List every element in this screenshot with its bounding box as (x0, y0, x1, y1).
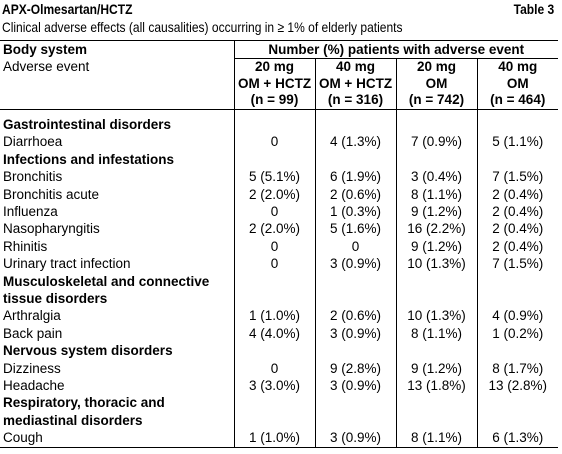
event-count-cell: 1 (0.2%) (492, 325, 544, 341)
treatment-group-header-line2: OM (506, 75, 529, 91)
event-count-cell: 6 (1.9%) (315, 168, 396, 185)
treatment-group-header-line2: OM + HCTZ (318, 75, 393, 91)
event-count-cell: 7 (0.9%) (396, 133, 477, 150)
event-count-cell: 3 (0.9%) (315, 325, 396, 342)
event-count-cell: 0 (234, 238, 315, 255)
empty-cell (315, 412, 396, 429)
event-count-cell: 2 (0.4%) (492, 186, 544, 202)
treatment-group-header-line1: 40 mg (335, 59, 376, 75)
event-count-cell: 0 (234, 133, 315, 150)
adverse-event-name: Bronchitis acute (0, 186, 234, 203)
event-count-cell: 3 (0.9%) (315, 429, 396, 447)
event-count-cell: 5 (1.6%) (315, 220, 396, 237)
treatment-group-header-line3: (n = 464) (490, 92, 546, 108)
event-count-cell: 5 (1.1%) (492, 134, 544, 150)
section-header-row (0, 273, 558, 290)
treatment-group-header-line1: 40 mg (498, 59, 538, 75)
patients-span-header: Number (%) patients with adverse event (234, 41, 558, 59)
empty-cell (315, 273, 396, 290)
empty-cell (477, 394, 558, 411)
empty-cell (234, 116, 315, 133)
empty-cell (396, 412, 477, 429)
table-row (0, 220, 558, 237)
empty-cell (234, 273, 315, 290)
event-count-cell: 3 (0.9%) (315, 377, 396, 394)
treatment-group-header-line1: 20 mg (416, 59, 457, 75)
event-count-cell: 4 (1.3%) (315, 133, 396, 150)
adverse-event-name: Diarrhoea (0, 133, 234, 150)
adverse-event-name: Rhinitis (0, 238, 234, 255)
adverse-event-name: Bronchitis (0, 168, 234, 185)
event-count-cell: 2 (2.0%) (234, 220, 315, 237)
empty-cell (396, 151, 477, 168)
event-count-cell: 4 (0.9%) (492, 308, 544, 324)
event-count-cell: 10 (1.3%) (396, 307, 477, 324)
treatment-group-header (234, 59, 315, 110)
treatment-group-header (477, 59, 558, 110)
event-count-cell: 8 (1.1%) (396, 325, 477, 342)
table-caption: Clinical adverse effects (all causalities) occurring in ≥ 1% of elderly patients (2, 19, 403, 35)
empty-cell (396, 290, 477, 307)
empty-cell (234, 394, 315, 411)
event-count-cell: 6 (1.3%) (492, 430, 544, 446)
adverse-event-name: Urinary tract infection (0, 255, 234, 272)
adverse-event-name: Back pain (0, 325, 234, 342)
adverse-event-name: Cough (0, 429, 234, 447)
empty-cell (315, 290, 396, 307)
event-count-cell: 16 (2.2%) (396, 220, 477, 237)
empty-cell (477, 412, 558, 429)
treatment-group-header (396, 59, 477, 110)
event-count-cell: 3 (3.0%) (234, 377, 315, 394)
empty-cell (315, 342, 396, 359)
event-count-cell: 1 (0.3%) (315, 203, 396, 220)
body-system-name: Infections and infestations (0, 151, 234, 168)
table-row (0, 360, 558, 377)
treatment-group-header-line3: (n = 742) (408, 92, 465, 108)
event-count-cell: 13 (2.8%) (488, 378, 548, 393)
section-header-row (0, 412, 558, 429)
event-count-cell: 0 (234, 203, 315, 220)
event-count-cell: 2 (0.4%) (492, 238, 544, 254)
event-count-cell: 0 (234, 360, 315, 377)
section-header-row (0, 290, 558, 307)
treatment-group-header-line3: (n = 99) (250, 92, 299, 108)
empty-cell (315, 394, 396, 411)
adverse-event-name: Arthralgia (0, 307, 234, 324)
event-count-cell: 3 (0.9%) (315, 255, 396, 272)
empty-cell (234, 412, 315, 429)
body-system-name: Respiratory, thoracic and (0, 394, 234, 411)
event-count-cell: 9 (1.2%) (396, 238, 477, 255)
event-count-cell: 10 (1.3%) (396, 255, 477, 272)
table-row (0, 186, 558, 203)
body-system-header (0, 41, 234, 110)
table-row (0, 203, 558, 220)
event-count-cell: 5 (5.1%) (234, 168, 315, 185)
event-count-cell: 9 (2.8%) (315, 360, 396, 377)
empty-cell (477, 290, 558, 307)
table-row (0, 307, 558, 324)
body-system-name: tissue disorders (0, 290, 234, 307)
empty-cell (477, 342, 558, 359)
empty-cell (396, 394, 477, 411)
body-system-header-label: Body system (3, 42, 88, 57)
empty-cell (477, 116, 558, 133)
table-row (0, 133, 558, 150)
body-system-name: mediastinal disorders (0, 412, 234, 429)
event-count-cell: 2 (0.4%) (492, 203, 544, 219)
event-count-cell: 1 (1.0%) (234, 429, 315, 447)
section-header-row (0, 151, 558, 168)
event-count-cell: 2 (0.6%) (315, 186, 396, 203)
event-count-cell: 8 (1.1%) (396, 186, 477, 203)
table-number-label: Table 3 (513, 1, 554, 17)
event-count-cell: 1 (1.0%) (234, 307, 315, 324)
table-body (0, 109, 558, 447)
table-row (0, 238, 558, 255)
treatment-group-header-line2: OM (425, 75, 448, 91)
event-count-cell: 2 (2.0%) (234, 186, 315, 203)
adverse-event-header-label: Adverse event (3, 59, 90, 75)
adverse-event-name: Headache (0, 377, 234, 394)
event-count-cell: 0 (234, 255, 315, 272)
event-count-cell: 13 (1.8%) (396, 377, 477, 394)
table-row (0, 377, 558, 394)
adverse-event-name: Influenza (0, 203, 234, 220)
empty-cell (396, 342, 477, 359)
section-header-row (0, 394, 558, 411)
empty-cell (396, 116, 477, 133)
section-header-row (0, 342, 558, 359)
empty-cell (477, 273, 558, 290)
body-system-name: Nervous system disorders (0, 342, 234, 359)
empty-cell (477, 151, 558, 168)
event-count-cell: 8 (1.1%) (396, 429, 477, 447)
event-count-cell: 7 (1.5%) (492, 256, 544, 272)
empty-cell (234, 151, 315, 168)
treatment-group-header (315, 59, 396, 110)
event-count-cell: 8 (1.7%) (492, 360, 544, 376)
body-system-name: Gastrointestinal disorders (0, 116, 234, 133)
event-count-cell: 2 (0.6%) (315, 307, 396, 324)
empty-cell (234, 290, 315, 307)
adverse-event-name: Dizziness (0, 360, 234, 377)
event-count-cell: 4 (4.0%) (234, 325, 315, 342)
event-count-cell: 9 (1.2%) (396, 360, 477, 377)
empty-cell (396, 273, 477, 290)
table-row (0, 168, 558, 185)
document-title: APX-Olmesartan/HCTZ (2, 1, 133, 17)
treatment-group-header-line3: (n = 316) (327, 92, 384, 108)
event-count-cell: 0 (315, 238, 396, 255)
empty-cell (315, 151, 396, 168)
treatment-group-header-line1: 20 mg (254, 59, 295, 75)
event-count-cell: 7 (1.5%) (492, 169, 544, 185)
empty-cell (234, 342, 315, 359)
event-count-cell: 2 (0.4%) (492, 221, 544, 237)
treatment-group-header-line2: OM + HCTZ (237, 75, 312, 91)
adverse-events-table (0, 40, 558, 448)
empty-cell (315, 116, 396, 133)
table-row (0, 325, 558, 342)
event-count-cell: 9 (1.2%) (396, 203, 477, 220)
table-row (0, 429, 558, 447)
section-header-row (0, 116, 558, 133)
event-count-cell: 3 (0.4%) (396, 168, 477, 185)
table-row (0, 255, 558, 272)
adverse-event-name: Nasopharyngitis (0, 220, 234, 237)
body-system-name: Musculoskeletal and connective (0, 273, 234, 290)
